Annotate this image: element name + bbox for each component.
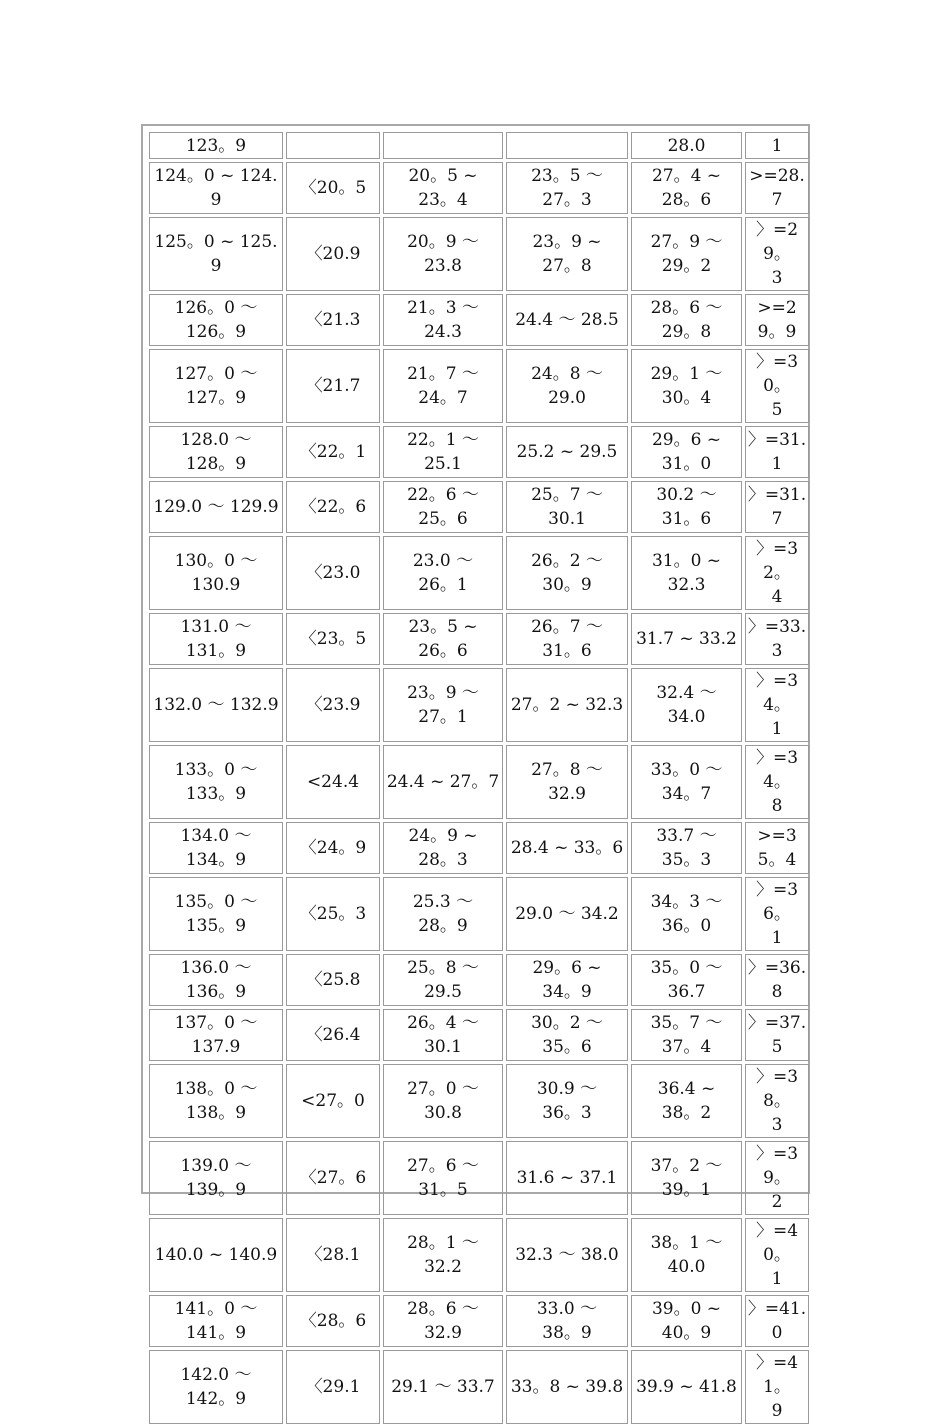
table-cell: 131.0 ～ 131。9: [149, 613, 283, 665]
table-cell: 39.9 ~ 41.8: [631, 1350, 742, 1424]
table-cell: 23。9 ～ 27。1: [383, 668, 503, 742]
table-cell: 20。5 ~ 23。4: [383, 162, 503, 214]
table-cell: 26。2 ～ 30。9: [506, 536, 628, 610]
table-cell: 33.7 ～ 35。3: [631, 822, 742, 874]
table-cell: 28。1 ～ 32.2: [383, 1218, 503, 1292]
table-cell: 28.4 ~ 33。6: [506, 822, 628, 874]
table-cell: 25.2 ~ 29.5: [506, 426, 628, 478]
table-cell: 28。6 ～ 32.9: [383, 1295, 503, 1347]
table-cell: 〉=29。 3: [745, 217, 809, 291]
table-row: [149, 349, 809, 423]
table-row: [149, 426, 809, 478]
table-row: [149, 1064, 809, 1138]
table-cell: 21。7 ～ 24。7: [383, 349, 503, 423]
table-cell: 135。0 ～ 135。9: [149, 877, 283, 951]
table-cell: <24.4: [286, 745, 380, 819]
table-cell: 25。7 ～ 30.1: [506, 481, 628, 533]
table-cell: 32.3 ～ 38.0: [506, 1218, 628, 1292]
table-row: [149, 536, 809, 610]
table-cell: 139.0 ～ 139。9: [149, 1141, 283, 1215]
table-row: [149, 294, 809, 346]
table-cell: 24。8 ～ 29.0: [506, 349, 628, 423]
table-cell: 23。5 ~ 26。6: [383, 613, 503, 665]
table-cell: 〉=32。 4: [745, 536, 809, 610]
table-cell: 〈22。1: [286, 426, 380, 478]
table-row: [149, 822, 809, 874]
table-cell: 〈24。9: [286, 822, 380, 874]
table-cell: 23.0 ～ 26。1: [383, 536, 503, 610]
table-cell: 25.3 ～ 28。9: [383, 877, 503, 951]
table-cell: 128.0 ～ 128。9: [149, 426, 283, 478]
table-cell: 37。2 ～ 39。1: [631, 1141, 742, 1215]
table-cell: 124。0 ~ 124.9: [149, 162, 283, 214]
table-cell: 27。6 ～ 31。5: [383, 1141, 503, 1215]
table-cell: 35。0 ～ 36.7: [631, 954, 742, 1006]
table-row: [149, 1295, 809, 1347]
table-cell: 23。5 ～ 27。3: [506, 162, 628, 214]
table-row: [149, 1218, 809, 1292]
table-cell: <27。0: [286, 1064, 380, 1138]
table-cell: 27。0 ～ 30.8: [383, 1064, 503, 1138]
table-cell: 〉=41.0: [745, 1295, 809, 1347]
table-cell: 27。4 ~ 28。6: [631, 162, 742, 214]
table-cell: 129.0 ～ 129.9: [149, 481, 283, 533]
table-cell: 133。0 ～ 133。9: [149, 745, 283, 819]
table-cell: 136.0 ～ 136。9: [149, 954, 283, 1006]
table-cell: 140.0 ~ 140.9: [149, 1218, 283, 1292]
table-cell: 29.0 ～ 34.2: [506, 877, 628, 951]
table-cell: 〉=39。 2: [745, 1141, 809, 1215]
table-cell: 138。0 ～ 138。9: [149, 1064, 283, 1138]
table-row: [149, 613, 809, 665]
table-cell: [506, 132, 628, 159]
table-cell: [286, 132, 380, 159]
table-cell: 〉=34。 1: [745, 668, 809, 742]
table-cell: 24.4 ～ 28.5: [506, 294, 628, 346]
table-cell: 〉=36.8: [745, 954, 809, 1006]
table-cell: >=28.7: [745, 162, 809, 214]
table-cell: 〈28.1: [286, 1218, 380, 1292]
table-row: [149, 1350, 809, 1424]
table-cell: 〈21.7: [286, 349, 380, 423]
table-cell: 〉=33.3: [745, 613, 809, 665]
table-cell: 31.7 ~ 33.2: [631, 613, 742, 665]
table-cell: 〉=41。 9: [745, 1350, 809, 1424]
table-cell: >=29。9: [745, 294, 809, 346]
table-row: [149, 217, 809, 291]
table-row: [149, 1009, 809, 1061]
table-cell: 〈29.1: [286, 1350, 380, 1424]
table-cell: 33。0 ～ 34。7: [631, 745, 742, 819]
table-row: [149, 954, 809, 1006]
table-cell: 36.4 ~ 38。2: [631, 1064, 742, 1138]
table-cell: 〉=30。 5: [745, 349, 809, 423]
table-cell: 29。6 ~ 31。0: [631, 426, 742, 478]
table-cell: 〉=31.7: [745, 481, 809, 533]
table-cell: 33.0 ～ 38。9: [506, 1295, 628, 1347]
table-cell: 30。2 ～ 35。6: [506, 1009, 628, 1061]
table-cell: 〉=34。 8: [745, 745, 809, 819]
table-cell: 22。1 ～ 25.1: [383, 426, 503, 478]
table-cell: 26。7 ～ 31。6: [506, 613, 628, 665]
table-cell: 34。3 ～ 36。0: [631, 877, 742, 951]
table-cell: 1: [745, 132, 809, 159]
table-cell: 〈22。6: [286, 481, 380, 533]
table-cell: 27。8 ～ 32.9: [506, 745, 628, 819]
table-row: [149, 162, 809, 214]
table-cell: 〉=38。 3: [745, 1064, 809, 1138]
table-cell: 〈23.9: [286, 668, 380, 742]
table-cell: 127。0 ～ 127。9: [149, 349, 283, 423]
table-cell: 27。9 ～ 29。2: [631, 217, 742, 291]
data-table: [146, 129, 812, 1427]
table-cell: 24.4 ~ 27。7: [383, 745, 503, 819]
table-cell: 〈28。6: [286, 1295, 380, 1347]
table-row: [149, 481, 809, 533]
table-cell: 33。8 ~ 39.8: [506, 1350, 628, 1424]
table-cell: 38。1 ～ 40.0: [631, 1218, 742, 1292]
table-cell: 23。9 ~ 27。8: [506, 217, 628, 291]
table-cell: 〉=37.5: [745, 1009, 809, 1061]
table-cell: 126。0 ～ 126。9: [149, 294, 283, 346]
table-cell: 32.4 ～ 34.0: [631, 668, 742, 742]
table-cell: 130。0 ～ 130.9: [149, 536, 283, 610]
table-cell: 25。8 ～ 29.5: [383, 954, 503, 1006]
table-row: [149, 1141, 809, 1215]
table-cell: 〈20。5: [286, 162, 380, 214]
table-cell: 142.0 ～ 142。9: [149, 1350, 283, 1424]
table-cell: 24。9 ~ 28。3: [383, 822, 503, 874]
table-cell: 35。7 ～ 37。4: [631, 1009, 742, 1061]
table-cell: 31.6 ~ 37.1: [506, 1141, 628, 1215]
table-cell: 27。2 ~ 32.3: [506, 668, 628, 742]
table-cell: 〈21.3: [286, 294, 380, 346]
table-row: [149, 668, 809, 742]
table-cell: 28。6 ～ 29。8: [631, 294, 742, 346]
table-cell: 134.0 ～ 134。9: [149, 822, 283, 874]
table-cell: 39。0 ~ 40。9: [631, 1295, 742, 1347]
table-cell: 〈27。6: [286, 1141, 380, 1215]
table-cell: 20。9 ～ 23.8: [383, 217, 503, 291]
table-cell: 132.0 ～ 132.9: [149, 668, 283, 742]
table-cell: 21。3 ～ 24.3: [383, 294, 503, 346]
table-frame: [141, 124, 810, 1421]
table-cell: 30.9 ～ 36。3: [506, 1064, 628, 1138]
table-cell: 123。9: [149, 132, 283, 159]
table-cell: 28.0: [631, 132, 742, 159]
table-row: [149, 745, 809, 819]
table-cell: 〈23.0: [286, 536, 380, 610]
table-cell: >=35。4: [745, 822, 809, 874]
table-cell: 22。6 ～ 25。6: [383, 481, 503, 533]
table-cell: 〉=40。 1: [745, 1218, 809, 1292]
table-cell: [383, 132, 503, 159]
table-cell: 125。0 ~ 125.9: [149, 217, 283, 291]
table-row: [149, 877, 809, 951]
table-cell: 〈23。5: [286, 613, 380, 665]
table-cell: 30.2 ～ 31。6: [631, 481, 742, 533]
table-cell: 26。4 ～ 30.1: [383, 1009, 503, 1061]
table-cell: 137。0 ～ 137.9: [149, 1009, 283, 1061]
table-row: [149, 132, 809, 159]
table-cell: 29.1 ～ 33.7: [383, 1350, 503, 1424]
table-cell: 〈26.4: [286, 1009, 380, 1061]
table-cell: 〈25。3: [286, 877, 380, 951]
table-cell: 〈20.9: [286, 217, 380, 291]
table-cell: 〈25.8: [286, 954, 380, 1006]
table-cell: 31。0 ~ 32.3: [631, 536, 742, 610]
table-cell: 〉=36。 1: [745, 877, 809, 951]
table-cell: 〉=31.1: [745, 426, 809, 478]
table-cell: 29。6 ~ 34。9: [506, 954, 628, 1006]
table-cell: 141。0 ～ 141。9: [149, 1295, 283, 1347]
table-cell: 29。1 ～ 30。4: [631, 349, 742, 423]
